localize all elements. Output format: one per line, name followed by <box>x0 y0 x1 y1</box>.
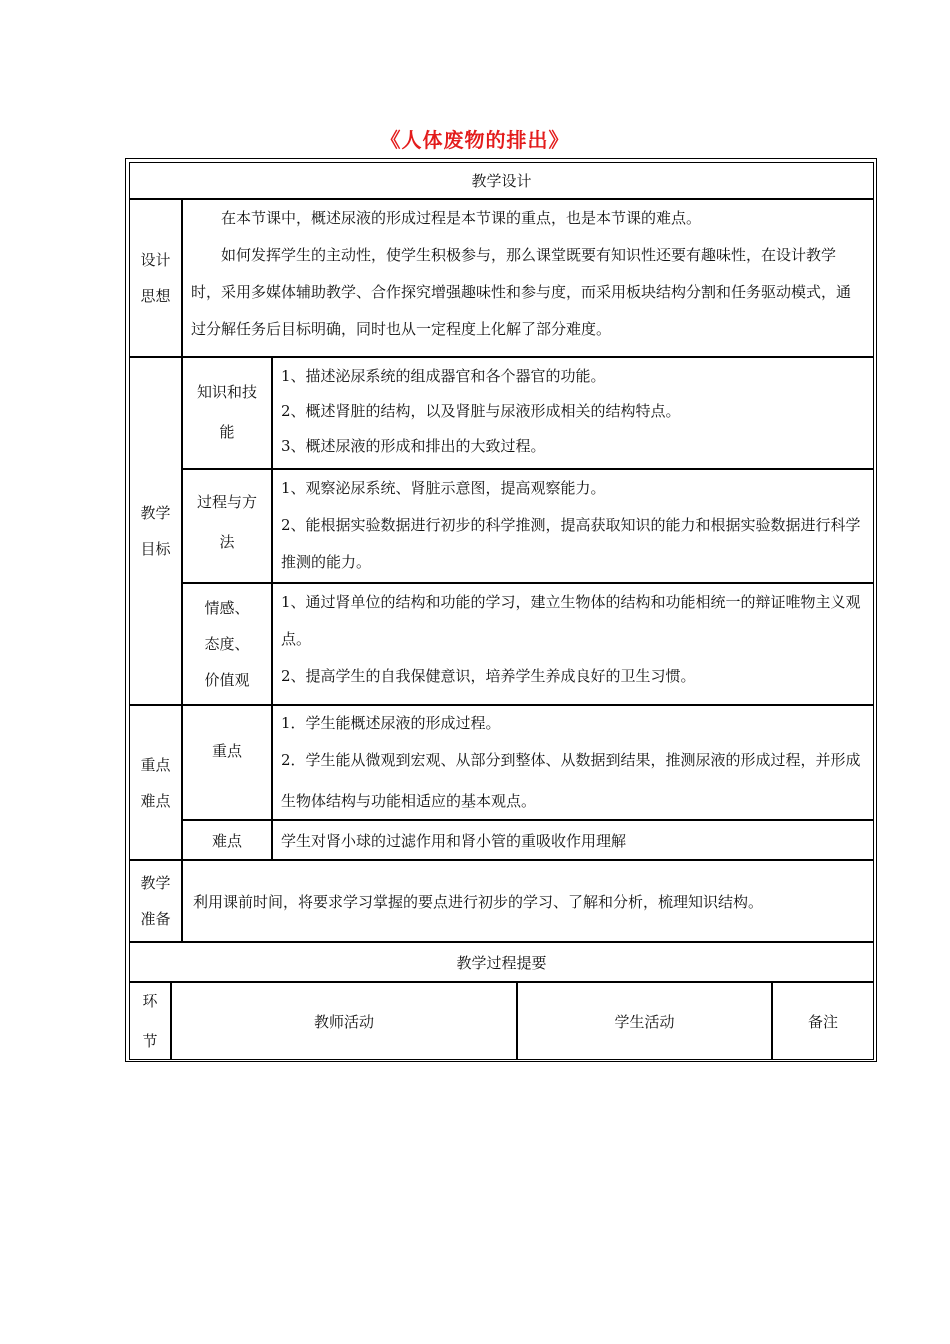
preparation-label: 教学 准备 <box>129 860 182 942</box>
knowledge-item: 2、概述肾脏的结构，以及肾脏与尿液形成相关的结构特点。 <box>281 402 681 420</box>
process-label: 过程与方 法 <box>182 469 272 583</box>
goals-label: 教学 目标 <box>129 357 182 705</box>
lesson-plan-table <box>125 158 877 1062</box>
key-points-label: 重点 难点 <box>129 705 182 860</box>
emotion-label: 情感、 态度、 价值观 <box>182 583 272 705</box>
difficult-label: 难点 <box>182 820 272 860</box>
process-item: 1、观察泌尿系统、肾脏示意图，提高观察能力。 <box>281 479 606 497</box>
key-item: 2．学生能从微观到宏观、从部分到整体、从数据到结果，推测尿液的形成过程，并形成生物体结构与功能相适应的基本观点。 <box>281 751 861 810</box>
key-content <box>272 705 874 820</box>
design-idea-paragraph: 如何发挥学生的主动性，使学生积极参与，那么课堂既要有知识性还要有趣味性，在设计教学时，采用多媒体辅助教学、合作探究增强趣味性和参与度，而采用板块结构分割和任务驱动模式，通过分解任务后目标明确，同时也从一定程度上化解了部分难度。 <box>191 246 852 338</box>
emotion-item: 2、提高学生的自我保健意识，培养学生养成良好的卫生习惯。 <box>281 667 696 685</box>
teacher-activity-header: 教师活动 <box>171 982 517 1060</box>
notes-header: 备注 <box>772 982 874 1060</box>
key-item: 1．学生能概述尿液的形成过程。 <box>281 714 501 732</box>
process-item: 2、能根据实验数据进行初步的科学推测，提高获取知识的能力和根据实验数据进行科学推测的能力。 <box>281 516 861 571</box>
process-header <box>129 942 874 982</box>
knowledge-item: 3、概述尿液的形成和排出的大致过程。 <box>281 437 546 455</box>
emotion-content <box>272 583 874 705</box>
student-activity-header: 学生活动 <box>517 982 772 1060</box>
design-idea-content <box>182 199 874 357</box>
emotion-item: 1、通过肾单位的结构和功能的学习，建立生物体的结构和功能相统一的辩证唯物主义观点。 <box>281 593 861 648</box>
design-idea-label: 设计 思想 <box>129 199 182 357</box>
key-label: 重点 <box>182 705 272 820</box>
difficult-content: 学生对肾小球的过滤作用和肾小管的重吸收作用理解 <box>272 820 874 860</box>
document-title: 《人体废物的排出》 <box>380 128 570 152</box>
process-content <box>272 469 874 583</box>
process-header-text: 教学过程提要 <box>456 953 547 972</box>
design-header-text: 教学设计 <box>471 172 532 190</box>
stage-column-header: 环 节 <box>129 982 171 1060</box>
knowledge-label: 知识和技 能 <box>182 357 272 469</box>
knowledge-content <box>272 357 874 469</box>
knowledge-item: 1、描述泌尿系统的组成器官和各个器官的功能。 <box>281 367 606 385</box>
design-idea-paragraph: 在本节课中，概述尿液的形成过程是本节课的重点，也是本节课的难点。 <box>221 209 702 227</box>
preparation-content: 利用课前时间，将要求学习掌握的要点进行初步的学习、了解和分析，梳理知识结构。 <box>182 860 874 942</box>
design-header <box>129 162 874 199</box>
